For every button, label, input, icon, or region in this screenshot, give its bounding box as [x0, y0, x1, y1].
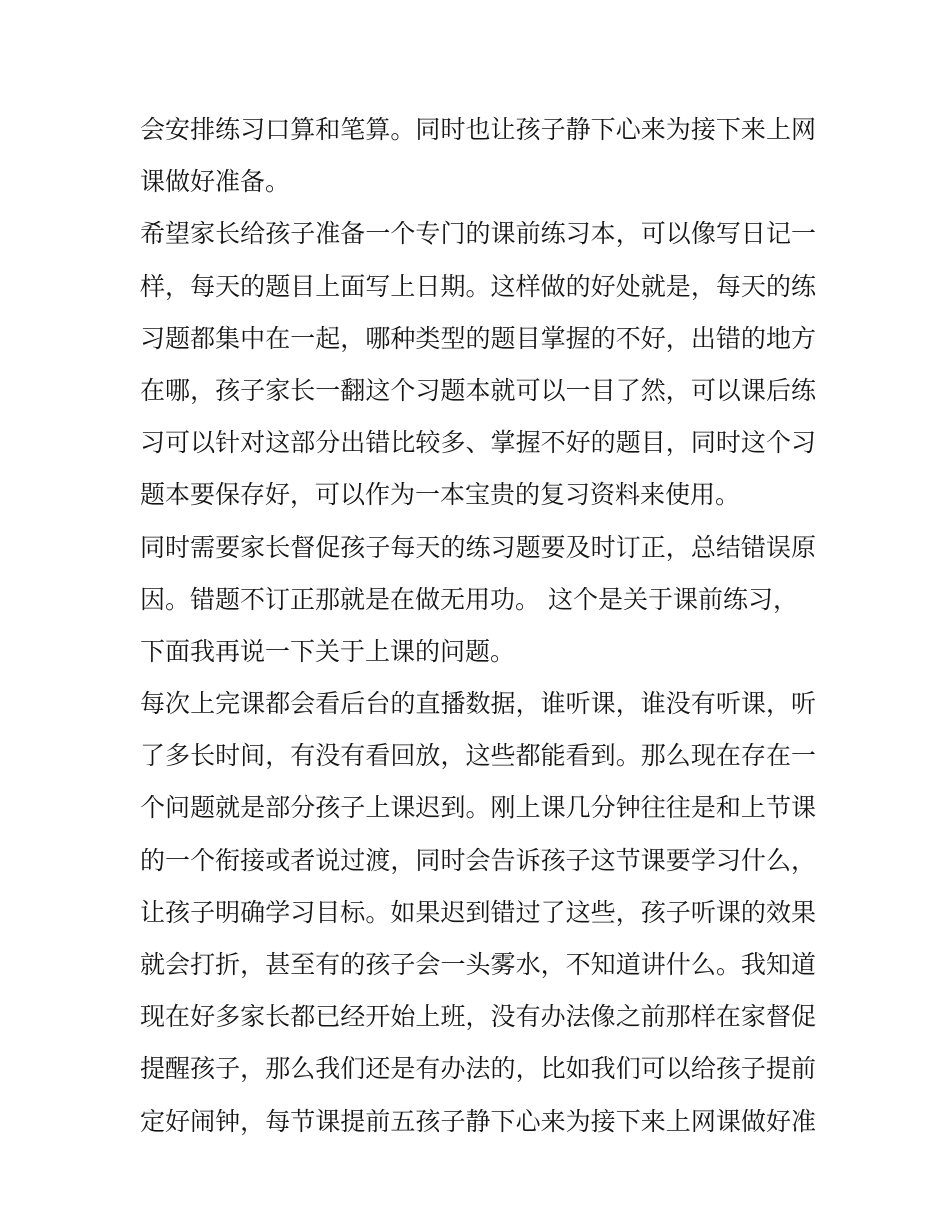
text-line: 会安排练习口算和笔算。同时也让孩子静下心来为接下来上网: [140, 115, 816, 144]
text-line: 下面我再说一下关于上课的问题。: [140, 636, 516, 666]
text-line: 提醒孩子，那么我们还是有办法的，比如我们可以给孩子提前: [140, 1054, 816, 1084]
text-line: 题本要保存好，可以作为一本宝贵的复习资料来使用。: [140, 480, 741, 510]
text-line: 的一个衔接或者说过渡，同时会告诉孩子这节课要学习什么，: [140, 845, 816, 875]
text-line: 课做好准备。: [140, 167, 291, 197]
text-line: 就会打折，甚至有的孩子会一头雾水，不知道讲什么。我知道: [140, 950, 816, 979]
text-line: 个问题就是部分孩子上课迟到。刚上课几分钟往往是和上节课: [140, 793, 816, 823]
text-line: 希望家长给孩子准备一个专门的课前练习本，可以像写日记一: [140, 219, 816, 249]
text-line: 同时需要家长督促孩子每天的练习题要及时订正，总结错误原: [140, 532, 816, 562]
text-line: 习可以针对这部分出错比较多、掌握不好的题目，同时这个习: [140, 428, 816, 458]
text-line: 样，每天的题目上面写上日期。这样做的好处就是，每天的练: [140, 271, 816, 301]
text-line: 定好闹钟，每节课提前五孩子静下心来为接下来上网课做好准: [140, 1106, 816, 1136]
text-line: 在哪，孩子家长一翻这个习题本就可以一目了然，可以课后练: [140, 375, 816, 405]
text-line: 每次上完课都会看后台的直播数据，谁听课，谁没有听课，听: [140, 689, 816, 719]
text-line: 现在好多家长都已经开始上班，没有办法像之前那样在家督促: [140, 1002, 816, 1032]
text-line: 让孩子明确学习目标。如果迟到错过了这些，孩子听课的效果: [140, 897, 816, 927]
text-line: 因。错题不订正那就是在做无用功。 这个是关于课前练习，: [140, 584, 798, 614]
document-body: [140, 104, 816, 1148]
text-line: 习题都集中在一起，哪种类型的题目掌握的不好，出错的地方: [140, 323, 816, 353]
text-line: 了多长时间，有没有看回放，这些都能看到。那么现在存在一: [140, 741, 816, 771]
